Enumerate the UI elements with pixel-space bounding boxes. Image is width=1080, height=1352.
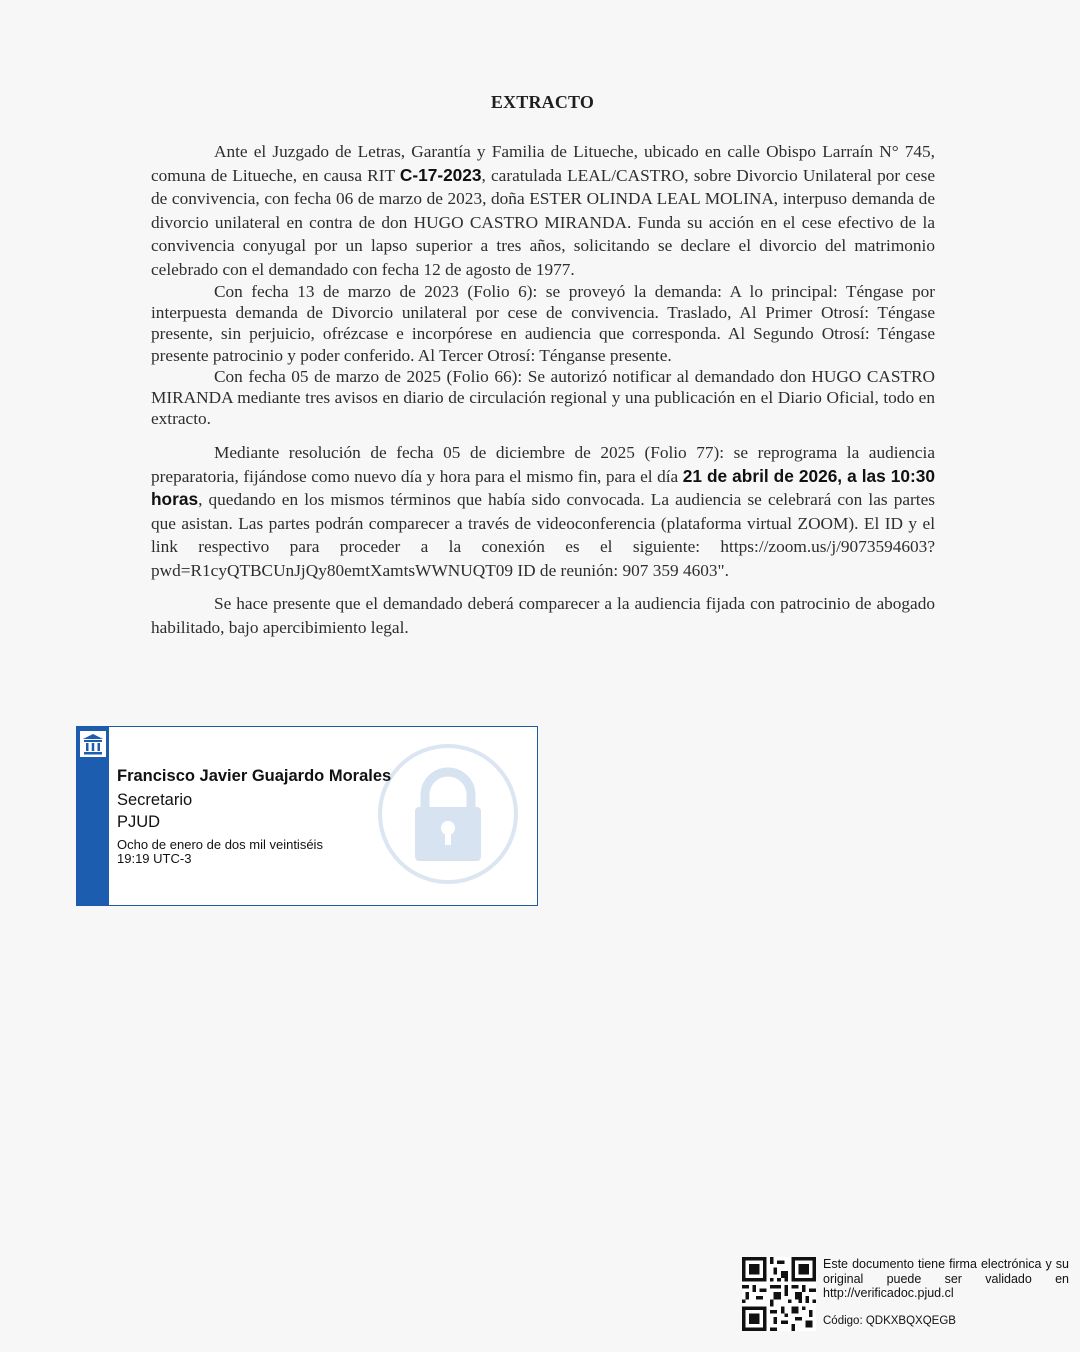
- verification-notice: Este documento tiene firma electrónica y su original puede ser validado en http://verificadoc.pjud.cl: [823, 1257, 1069, 1300]
- courthouse-icon: [80, 731, 106, 757]
- signer-role: Secretario: [117, 791, 193, 809]
- electronic-signature-box: [76, 726, 538, 906]
- signature-date: Ocho de enero de dos mil veintiséis: [117, 837, 323, 852]
- paragraph-1: [151, 140, 935, 281]
- paragraph-5: Se hace presente que el demandado deberá comparecer a la audiencia fijada con patrocinio de abogado habilitado, bajo apercibimiento legal.: [151, 594, 935, 637]
- lock-watermark-icon: [377, 743, 519, 885]
- paragraph-1-text-b: , caratulada LEAL/CASTRO, sobre Divorcio Unilateral por cese de convivencia, con fecha 06 de marzo de 2023, doña ESTER OLINDA LEAL MOLINA, interpuso demanda de divorcio unilateral en contra de don HUGO CASTRO MIRANDA. Funda su acción en el cese efectivo de la convivencia conyugal por un lapso superior a tres años, solicitando se declare el divorcio del matrimonio celebrado con el demandado con fecha 12 de agosto de 1977.: [151, 165, 935, 279]
- paragraph-4: [151, 441, 935, 582]
- rit-number: C-17-2023: [399, 164, 482, 185]
- document-title: EXTRACTO: [490, 92, 595, 112]
- paragraph-1-text-a: Ante el Juzgado de Letras, Garantía y Familia de Litueche, ubicado en calle Obispo Larraín N° 745, comuna de Litueche, en causa RIT: [151, 142, 935, 185]
- document-body: [151, 140, 935, 639]
- hearing-date: 21 de abril de 2026, a las 10:30 horas: [151, 465, 935, 510]
- paragraph-4-text-b: , quedando en los mismos términos que había sido convocada. La audiencia se celebrará con las partes que asistan. Las partes podrán comparecer a través de videoconferencia (plataforma virtual ZOOM). El ID y el link respectivo para proceder a la conexión es el siguiente: https://zoom.us/j/9073594603?pwd=R1cyQTBCUnJjQy80emtXamtsWWNUQT09 ID de reunión: 907 359 4603".: [151, 490, 935, 580]
- qr-code: [742, 1257, 816, 1331]
- verification-code: Código: QDKXBQXQEGB: [823, 1315, 956, 1327]
- paragraph-2: Con fecha 13 de marzo de 2023 (Folio 6): se proveyó la demanda: A lo principal: Téngase por interpuesta demanda de Divorcio unilateral por cese de convivencia. Traslado, Al Primer Otrosí: Téngase presente, sin perjuicio, ofrézcase e incorpórese en audiencia que corresponda. Al Segundo Otrosí: Téngase presente patrocinio y poder conferido. Al Tercer Otrosí: Ténganse presente.: [151, 282, 935, 365]
- signature-accent-bar: [77, 727, 109, 905]
- paragraph-4-text-a: Mediante resolución de fecha 05 de diciembre de 2025 (Folio 77): se reprograma la audiencia preparatoria, fijándose como nuevo día y hora para el mismo fin, para el día: [151, 443, 935, 486]
- paragraph-3: Con fecha 05 de marzo de 2025 (Folio 66): Se autorizó notificar al demandado don HUGO CASTRO MIRANDA mediante tres avisos en diario de circulación regional y una publicación en el Diario Oficial, todo en extracto.: [151, 366, 935, 429]
- signature-time: 19:19 UTC-3: [117, 851, 192, 866]
- signer-name: Francisco Javier Guajardo Morales: [117, 767, 392, 785]
- signer-organization: PJUD: [117, 813, 161, 831]
